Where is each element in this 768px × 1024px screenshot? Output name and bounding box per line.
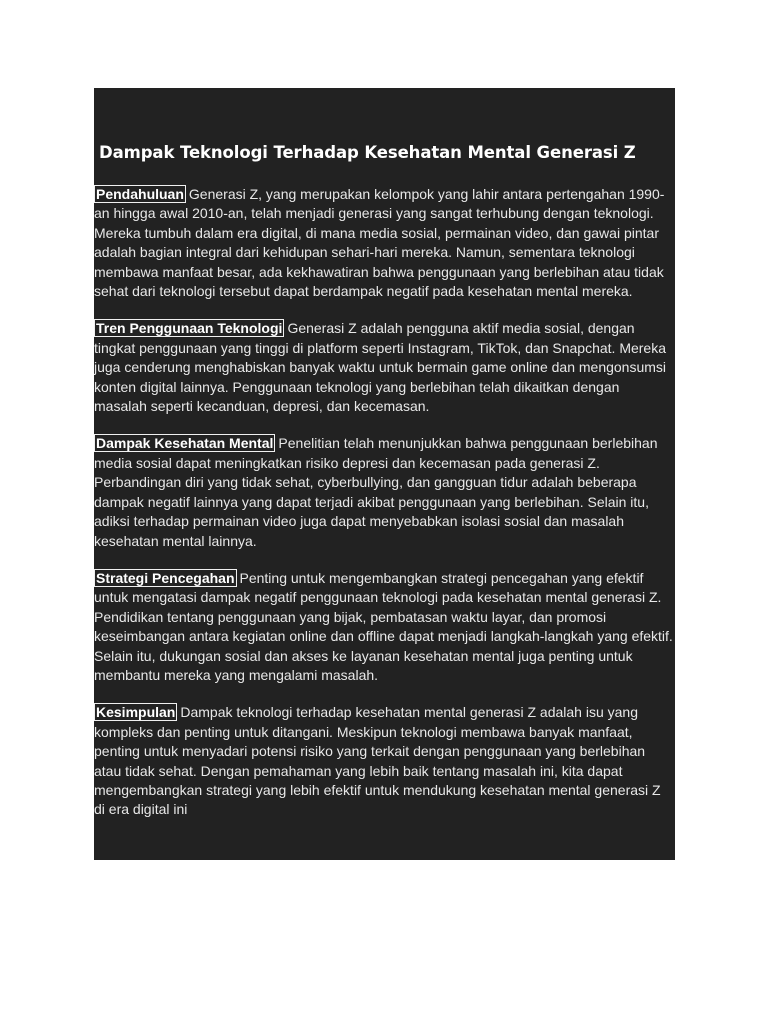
section-heading: Dampak Kesehatan Mental — [96, 435, 274, 452]
document-panel — [94, 88, 675, 860]
section-text: Dampak teknologi terhadap kesehatan mental generasi Z adalah isu yang kompleks dan penting untuk ditangani. Meskipun teknologi membawa banyak manfaat, penting untuk menyadari potensi risiko yang terkait dengan penggunaan yang berlebihan atau tidak sehat. Dengan pemahaman yang lebih baik tentang masalah ini, kita dapat mengembangkan strategi yang lebih efektif untuk mendukung kesehatan mental generasi Z di era digital ini — [94, 704, 661, 818]
section-kesimpulan — [94, 703, 675, 819]
section-heading: Pendahuluan — [96, 186, 184, 202]
section-strategi-pencegahan — [94, 569, 675, 685]
document-title: Dampak Teknologi Terhadap Kesehatan Mental Generasi Z — [99, 143, 636, 162]
section-dampak-kesehatan-mental — [94, 434, 675, 550]
section-text: Penting untuk mengembangkan strategi pencegahan yang efektif untuk mengatasi dampak negatif penggunaan teknologi pada kesehatan mental generasi Z. Pendidikan tentang penggunaan yang bijak, pembatasan waktu layar, dan promosi keseimbangan antara kegiatan online dan offline dapat menjadi langkah-langkah yang efektif. Selain itu, dukungan sosial dan akses ke layanan kesehatan mental juga penting untuk membantu mereka yang mengalami masalah. — [94, 569, 673, 683]
section-heading: Kesimpulan — [96, 704, 176, 721]
section-heading: Tren Penggunaan Teknologi — [96, 320, 283, 337]
section-text: Generasi Z adalah pengguna aktif media sosial, dengan tingkat penggunaan yang tinggi di platform seperti Instagram, TikTok, dan Snapchat. Mereka juga cenderung menghabiskan banyak waktu untuk bermain game online dan mengonsumsi konten digital lainnya. Penggunaan teknologi yang berlebihan telah dikaitkan dengan masalah seperti kecanduan, depresi, dan kecemasan. — [94, 320, 667, 415]
section-pendahuluan — [94, 185, 675, 301]
section-heading: Strategi Pencegahan — [96, 569, 235, 586]
section-text: Penelitian telah menunjukkan bahwa penggunaan berlebihan media sosial dapat meningkatkan risiko depresi dan kecemasan pada generasi Z. Perbandingan diri yang tidak sehat, cyberbullying, dan gangguan tidur adalah beberapa dampak negatif lainnya yang dapat terjadi akibat penggunaan yang berlebihan. Selain itu, adiksi terhadap permainan video juga dapat menyebabkan isolasi sosial dan masalah kesehatan mental lainnya. — [94, 435, 658, 549]
section-text: Generasi Z, yang merupakan kelompok yang lahir antara pertengahan 1990-an hingga awal 2010-an, telah menjadi generasi yang sangat terhubung dengan teknologi. Mereka tumbuh dalam era digital, di mana media sosial, permainan video, dan gawai pintar adalah bagian integral dari kehidupan sehari-hari mereka. Namun, sementara teknologi membawa manfaat besar, ada kekhawatiran bahwa penggunaan yang berlebihan atau tidak sehat dari teknologi tersebut dapat berdampak negatif pada kesehatan mental mereka. — [94, 186, 665, 300]
section-tren-penggunaan-teknologi — [94, 319, 675, 416]
document-body — [94, 185, 675, 838]
